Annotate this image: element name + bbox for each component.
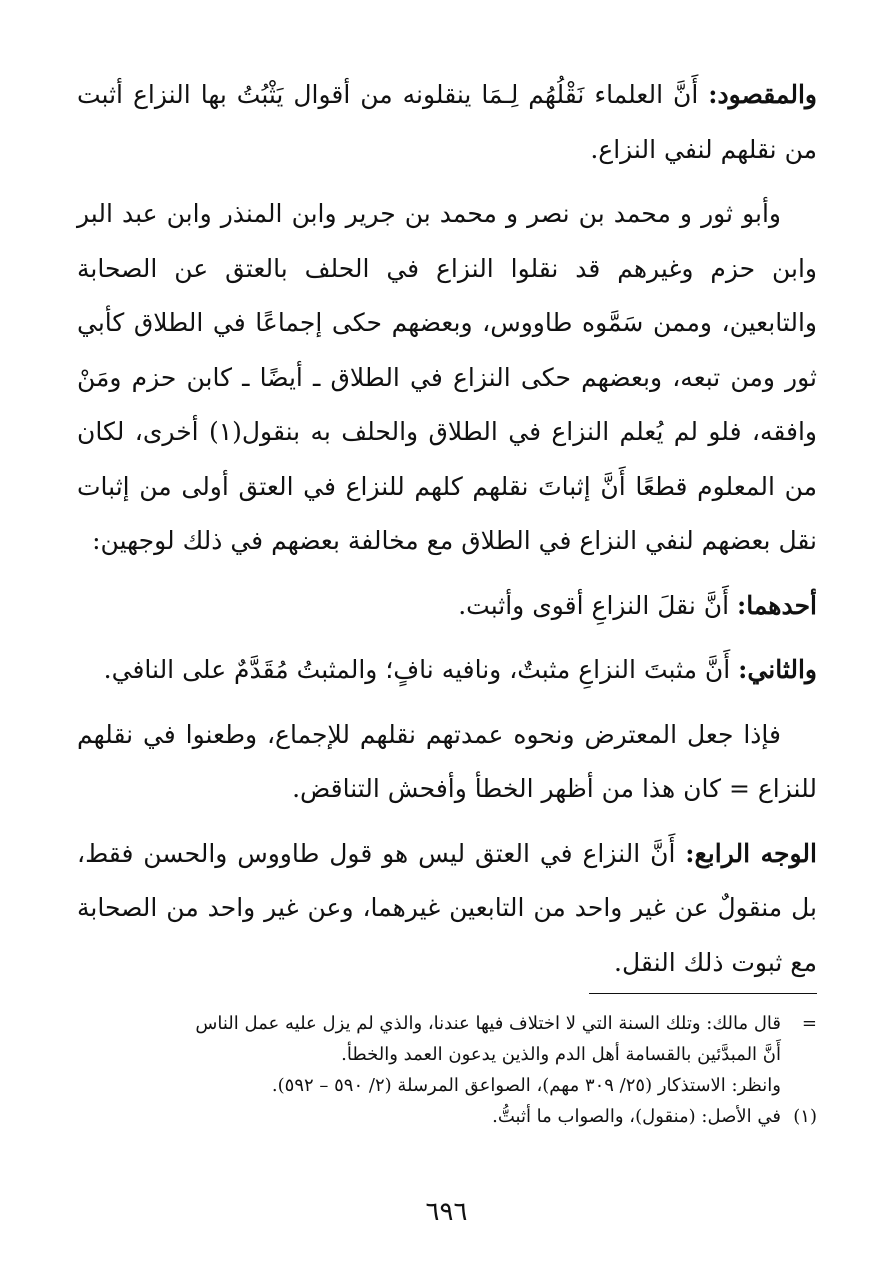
paragraph-2 xyxy=(77,187,817,569)
paragraph-4 xyxy=(77,643,817,698)
paragraph-text: أَنَّ مثبتَ النزاعِ مثبتٌ، ونافيه نافٍ؛ والمثبتُ مُقَدَّمٌ على النافي. xyxy=(103,655,739,684)
page-number: ٦٩٦ xyxy=(425,1197,468,1227)
lead-term: والمقصود: xyxy=(708,80,817,109)
footnote-text: قال مالك: وتلك السنة التي لا اختلاف فيها عندنا، والذي لم يزل عليه عمل الناس xyxy=(195,1013,781,1034)
footnote-text: وانظر: الاستذكار (٢٥/ ٣٠٩ مهم)، الصواعق المرسلة (٢/ ٥٩٠ – ٥٩٢). xyxy=(271,1075,781,1096)
footnote-reference-line xyxy=(77,1070,817,1101)
paragraph-3 xyxy=(77,579,817,634)
footnote-text: أَنَّ المبدَّئين بالقسامة أهل الدم والذين يدعون العمد والخطأ. xyxy=(341,1044,781,1065)
footnote-continuation-marker: = xyxy=(801,1013,817,1034)
footnotes xyxy=(77,1008,817,1132)
paragraph-text: أَنَّ النزاع في العتق ليس هو قول طاووس والحسن فقط، بل منقولٌ عن غير واحد من التابعين غيرهما، وعن غير واحد من الصحابة مع ثبوت ذلك النقل. xyxy=(77,838,817,977)
lead-term: والثاني: xyxy=(738,655,817,684)
main-text xyxy=(77,68,817,1000)
footnote-text: في الأصل: (منقول)، والصواب ما أثبتُّ. xyxy=(492,1106,781,1127)
footnote-continued-line xyxy=(77,1039,817,1070)
paragraph-6 xyxy=(77,827,817,991)
lead-term: أحدهما: xyxy=(736,590,817,620)
paragraph-text: فإذا جعل المعترض ونحوه عمدتهم نقلهم للإجماع، وطعنوا في نقلهم للنزاع = كان هذا من أظهر الخطأ وأفحش التناقض. xyxy=(77,719,817,803)
paragraph-text: وأبو ثور و محمد بن نصر و محمد بن جرير وابن المنذر وابن عبد البر وابن حزم وغيرهم قد نقلوا النزاع في الحلف بالعتق عن الصحابة والتابعين، وممن سَمَّوه طاووس، وبعضهم حكى إجماعًا في الطلاق كأبي ثور ومن تبعه، وبعضهم حكى النزاع في الطلاق ـ أيضًا ـ كابن حزم ومَنْ وافقه، فلو لم يُعلم النزاع في الطلاق والحلف به بنقول(١) أخرى، لكان من المعلوم قطعًا أَنَّ إثباتَ نقلهم كلهم للنزاع في العتق أولى من إثبات نقل بعضهم لنفي النزاع في الطلاق مع مخالفة بعضهم في ذلك لوجهين: xyxy=(77,199,817,555)
footnote-1 xyxy=(77,1101,817,1132)
paragraph-5 xyxy=(77,708,817,817)
lead-term: الوجه الرابع: xyxy=(685,838,817,868)
paragraph-1 xyxy=(77,68,817,177)
paragraph-text: أَنَّ نقلَ النزاعِ أقوى وأثبت. xyxy=(458,590,737,620)
footnote-divider xyxy=(589,993,817,994)
paragraph-text: أَنَّ العلماء نَقْلُهُم لِـمَا ينقلونه من أقوال يَثْبُتُ بها النزاع أثبت من نقلهم لنفي النزاع. xyxy=(77,80,817,164)
footnote-number: (١) xyxy=(793,1106,817,1127)
footnote-continued xyxy=(77,1008,817,1039)
